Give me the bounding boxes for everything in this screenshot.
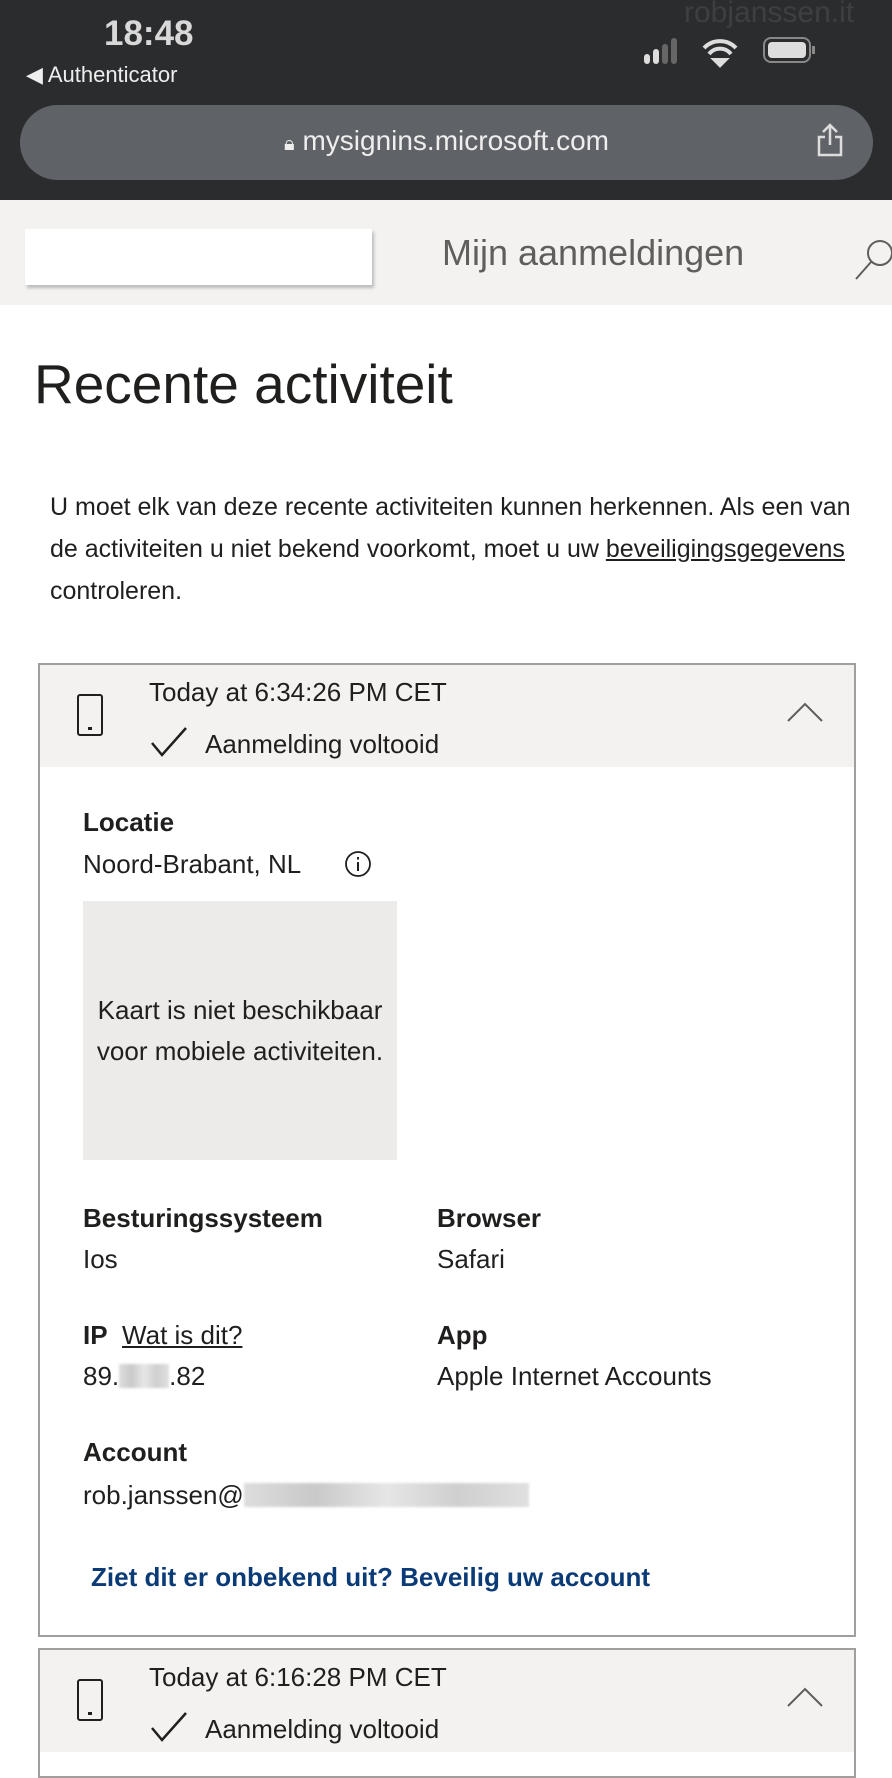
ios-status-bar [0, 0, 892, 200]
signal-icon [644, 38, 677, 64]
activity-card-header[interactable] [40, 665, 854, 767]
share-icon[interactable] [817, 123, 843, 157]
what-is-ip-link[interactable]: Wat is dit? [122, 1320, 243, 1350]
activity-card-header[interactable] [40, 1650, 854, 1752]
chevron-up-icon[interactable] [786, 1686, 824, 1708]
activity-card [38, 663, 856, 1637]
mobile-phone-icon [77, 1679, 103, 1721]
battery-icon [764, 38, 815, 62]
map-placeholder: Kaart is niet beschikbaar voor mobiele activiteiten. [83, 901, 397, 1160]
account-label: Account [83, 1437, 187, 1467]
app-label: App [437, 1320, 488, 1350]
page-title: Recente activiteit [34, 353, 453, 415]
address-bar[interactable] [20, 105, 873, 180]
os-value: Ios [83, 1244, 118, 1274]
ip-heading [83, 1320, 242, 1351]
os-label: Besturingssysteem [83, 1203, 323, 1233]
app-title: Mijn aanmeldingen [442, 232, 745, 273]
browser-value: Safari [437, 1244, 505, 1274]
intro-text-2: controleren. [50, 577, 183, 605]
ip-start: 89. [83, 1361, 120, 1391]
intro-text-1: U moet elk van deze recente activiteiten kunnen herkennen. Als een van de activiteiten u niet bekend voorkomt, moet u uw [50, 493, 851, 563]
chevron-up-icon[interactable] [786, 701, 824, 723]
activity-time: Today at 6:34:26 PM CET [149, 677, 447, 707]
lock-icon: 🔒︎ [284, 133, 295, 155]
status-icons [642, 34, 842, 68]
checkmark-icon [149, 725, 189, 759]
wifi-icon [704, 41, 736, 65]
activity-card [38, 1648, 856, 1778]
app-value: Apple Internet Accounts [437, 1361, 712, 1391]
intro-text [50, 486, 870, 612]
activity-time: Today at 6:16:28 PM CET [149, 1662, 447, 1692]
ip-end: .82 [169, 1361, 206, 1391]
security-info-link[interactable]: beveiligingsgegevens [605, 535, 845, 563]
secure-account-link-wrap [91, 1562, 650, 1593]
location-label: Locatie [83, 807, 175, 837]
activity-status: Aanmelding voltooid [205, 1714, 440, 1744]
account-value [83, 1480, 529, 1511]
browser-label: Browser [437, 1203, 542, 1233]
url: mysignins.microsoft.com [302, 125, 609, 156]
back-to-app-button[interactable]: ◀ Authenticator [26, 62, 178, 87]
ip-value [83, 1361, 205, 1392]
back-app-label: Authenticator [47, 62, 178, 87]
ip-label: IP [83, 1320, 108, 1350]
watermark: robjanssen.it [684, 0, 855, 29]
checkmark-icon [149, 1710, 189, 1744]
mobile-phone-icon [77, 694, 103, 736]
redacted-ip [119, 1364, 169, 1388]
clock: 18:48 [104, 14, 194, 53]
location-value: Noord-Brabant, NL [83, 849, 302, 879]
site-header [0, 200, 892, 305]
organization-logo [25, 229, 372, 285]
info-icon[interactable] [344, 850, 372, 878]
account-start: rob.janssen@ [83, 1480, 244, 1510]
secure-account-link[interactable]: Ziet dit er onbekend uit? Beveilig uw account [91, 1562, 651, 1592]
redacted-domain [244, 1483, 529, 1507]
search-icon[interactable] [852, 238, 892, 284]
activity-status: Aanmelding voltooid [205, 729, 440, 759]
url-text [20, 125, 873, 157]
